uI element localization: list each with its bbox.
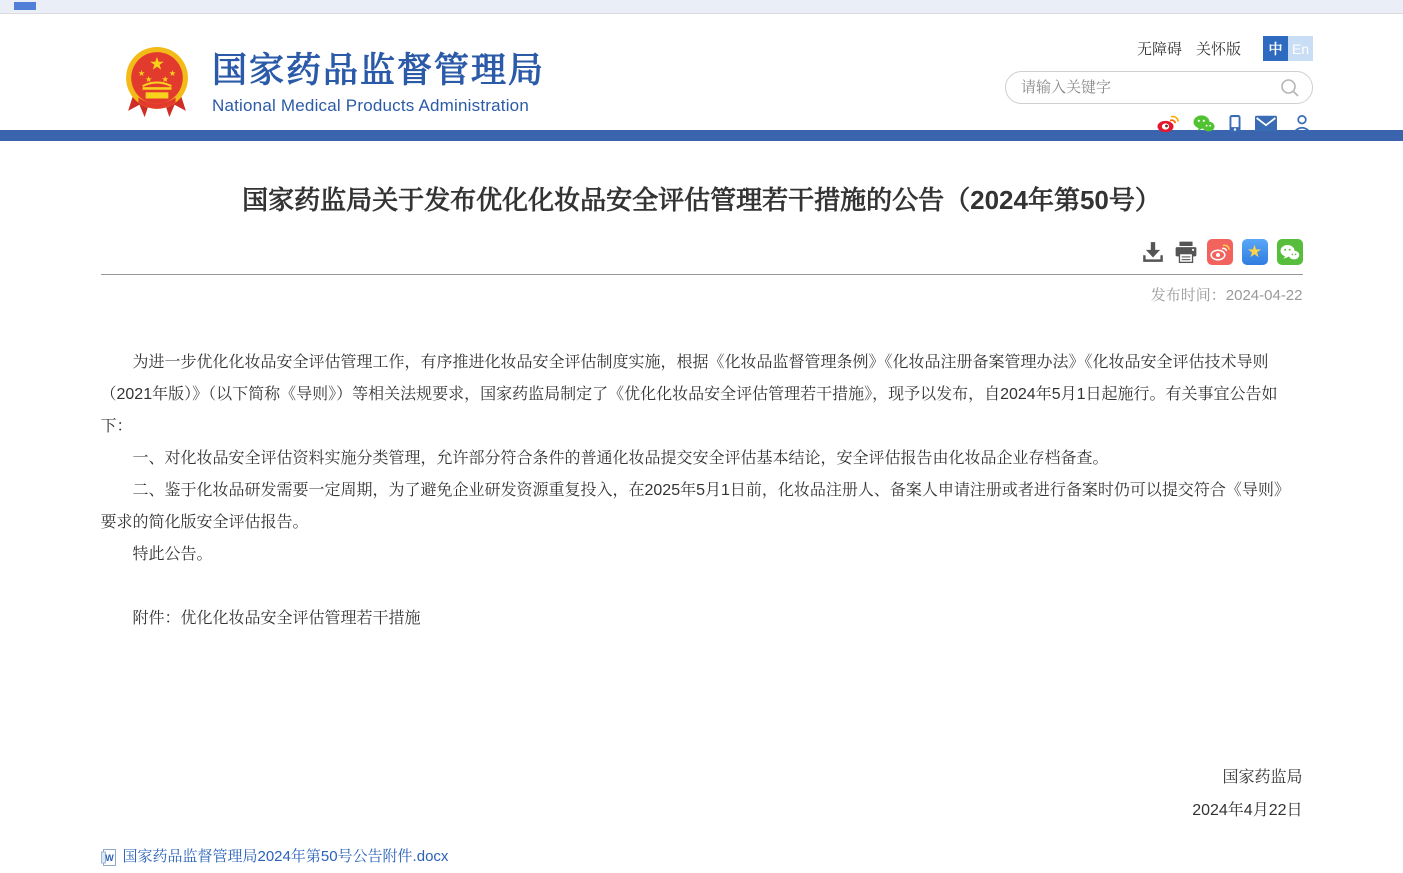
paragraph-intro: 为进一步优化化妆品安全评估管理工作，有序推进化妆品安全评估制度实施，根据《化妆品监督管理条例》《化妆品注册备案管理办法》《化妆品安全评估技术导则（2021年版）》（以下简称《导则》）等相关法规要求，国家药监局制定了《优化化妆品安全评估管理若干措施》，现予以发布，自2024年5月1日起施行。有关事宜公告如下：	[100, 354, 1278, 435]
social-icon-row	[1005, 114, 1313, 133]
svg-text:★: ★	[145, 75, 153, 84]
signature-agency: 国家药监局	[1222, 769, 1303, 786]
article-body	[101, 347, 1303, 873]
lang-english-button[interactable]: En	[1288, 36, 1313, 61]
svg-text:★: ★	[149, 53, 165, 74]
print-icon[interactable]	[1174, 241, 1198, 263]
search-box	[1005, 71, 1313, 104]
lang-chinese-button[interactable]: 中	[1263, 36, 1288, 61]
share-wechat-icon[interactable]	[1277, 239, 1303, 265]
header-utilities	[1005, 36, 1313, 133]
site-name-english: National Medical Products Administration	[212, 96, 529, 115]
paragraph-item-1: 一、对化妆品安全评估资料实施分类管理，允许部分符合条件的普通化妆品提交安全评估基本结论，安全评估报告由化妆品企业存档备查。	[132, 450, 1109, 467]
top-strip	[0, 0, 1403, 14]
accessibility-link[interactable]: 无障碍	[1136, 41, 1182, 58]
title-divider	[101, 274, 1303, 275]
share-qzone-icon[interactable]: ★	[1242, 239, 1268, 265]
svg-text:W: W	[104, 852, 114, 863]
svg-text:★: ★	[137, 68, 146, 78]
paragraph-closing: 特此公告。	[132, 546, 213, 563]
download-icon[interactable]	[1141, 241, 1165, 263]
wechat-icon[interactable]	[1193, 114, 1215, 133]
article-container	[101, 183, 1303, 873]
weibo-icon[interactable]	[1157, 114, 1179, 133]
svg-text:★: ★	[161, 75, 169, 84]
top-strip-accent	[14, 2, 36, 10]
word-document-icon	[101, 849, 118, 866]
care-version-link[interactable]: 关怀版	[1195, 41, 1241, 58]
mobile-icon[interactable]	[1229, 114, 1241, 133]
article-title: 国家药监局关于发布优化化妆品安全评估管理若干措施的公告（2024年第50号）	[242, 185, 1161, 215]
search-input[interactable]	[1021, 79, 1280, 96]
signature-block	[101, 761, 1303, 827]
user-icon[interactable]	[1291, 114, 1313, 133]
attachment-download-link[interactable]: 国家药品监督管理局2024年第50号公告附件.docx	[122, 848, 449, 865]
site-header	[0, 14, 1403, 130]
article-toolbar	[101, 239, 1303, 265]
national-emblem-icon	[124, 44, 190, 120]
paragraph-item-2: 二、鉴于化妆品研发需要一定周期，为了避免企业研发资源重复投入，在2025年5月1日前，化妆品注册人、备案人申请注册或者进行备案时仍可以提交符合《导则》要求的简化版安全评估报告。	[100, 482, 1290, 531]
email-icon[interactable]	[1255, 114, 1277, 133]
site-logo[interactable]	[124, 44, 545, 120]
svg-text:★: ★	[168, 68, 177, 78]
attachment-line: 附件：优化化妆品安全评估管理若干措施	[132, 610, 421, 627]
attachment-row	[101, 841, 1303, 873]
site-name: 国家药品监督管理局	[212, 51, 546, 90]
search-icon[interactable]	[1280, 78, 1300, 98]
publish-time: 发布时间：2024-04-22	[1150, 287, 1303, 304]
language-toggle	[1263, 36, 1313, 61]
share-weibo-icon[interactable]	[1207, 239, 1233, 265]
signature-date: 2024年4月22日	[1192, 802, 1303, 819]
